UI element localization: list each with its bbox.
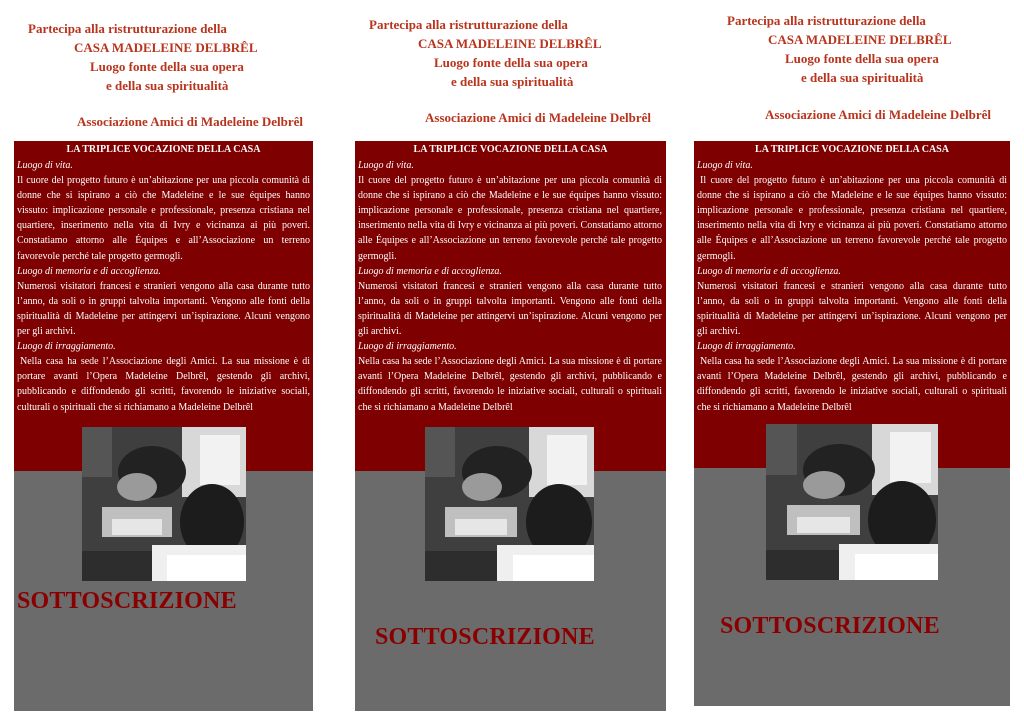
header-block	[28, 19, 258, 95]
header-line-3: Luogo fonte della sua opera	[90, 59, 244, 74]
subscription-heading: SOTTOSCRIZIONE	[720, 613, 940, 639]
section-heading: Luogo di memoria e di accoglienza.	[358, 265, 502, 277]
header-line-4: e della sua spiritualità	[801, 70, 924, 85]
subscription-heading: SOTTOSCRIZIONE	[17, 588, 237, 614]
panel-title: LA TRIPLICE VOCAZIONE DELLA CASA	[413, 144, 608, 155]
photo-madeleine	[766, 424, 938, 580]
association-name: Associazione Amici di Madeleine Delbrêl	[425, 110, 652, 125]
section-text: Nella casa ha sede l’Associazione degli Amici. La sua missione è di portare avanti l’Opera Madeleine Delbrêl, gestendo gli archivi, pubblicando e diffondendo gli scritti, favorendo le iniziative sociali, culturali o spirituali che si richiamano a Madeleine Delbrêl	[358, 356, 662, 413]
header-line-1: Partecipa alla ristrutturazione della	[28, 21, 227, 36]
section-heading: Luogo di vita.	[17, 160, 73, 171]
header-block	[727, 11, 952, 87]
panel-body	[358, 158, 662, 415]
section-text: Numerosi visitatori francesi e stranieri vengono alla casa durante tutto l’anno, da soli o in gruppi talvolta importanti. Vengono alle fonti della spiritualità di Madeleine per attingervi un’ispirazione. Alcuni vengono per gli archivi.	[358, 280, 662, 338]
photo-madeleine	[82, 427, 246, 581]
brochure-panel-3	[680, 0, 1024, 724]
header-line-3: Luogo fonte della sua opera	[434, 55, 588, 70]
header-line-1: Partecipa alla ristrutturazione della	[369, 17, 568, 32]
header-line-2: CASA MADELEINE DELBRÊL	[418, 36, 602, 51]
brochure-panel-1	[0, 0, 340, 724]
section-heading: Luogo di memoria e di accoglienza.	[17, 265, 161, 277]
header-line-2: CASA MADELEINE DELBRÊL	[768, 32, 952, 47]
section-heading: Luogo di irraggiamento.	[358, 341, 457, 353]
section-heading: Luogo di vita.	[358, 160, 414, 171]
brochure-panel-2	[340, 0, 680, 724]
vocation-panel	[355, 141, 666, 471]
section-text: Il cuore del progetto futuro è un’abitazione per una piccola comunità di donne che si ispirano a ciò che Madeleine e le sue équipes hanno vissuto: implicazione personale e professionale, presenza cristiana nel quartiere, inserimento nella vita di Ivry e vicinanza ai più poveri. Constatiamo attorno alle Équipes e all’Associazione un terreno favorevole perché tale progetto germogli.	[697, 175, 1007, 262]
subscription-heading: SOTTOSCRIZIONE	[375, 624, 595, 650]
header-block	[369, 15, 602, 91]
section-heading: Luogo di irraggiamento.	[697, 341, 796, 353]
panel-title: LA TRIPLICE VOCAZIONE DELLA CASA	[66, 144, 261, 155]
section-text: Numerosi visitatori francesi e stranieri vengono alla casa durante tutto l’anno, da soli o in gruppi talvolta importanti. Vengono alle fonti della spiritualità di Madeleine per attingervi un’ispirazione. Alcuni vengono per gli archivi.	[697, 280, 1007, 338]
panel-body	[697, 158, 1007, 415]
association-name: Associazione Amici di Madeleine Delbrêl	[77, 114, 304, 129]
section-text: Il cuore del progetto futuro è un’abitazione per una piccola comunità di donne che si ispirano a ciò che Madeleine e le sue équipes hanno vissuto: implicazione personale e professionale, presenza cristiana nel quartiere, inserimento nella vita di Ivry e vicinanza ai più poveri. Constatiamo attorno alle Équipes e all’Associazione un terreno favorevole perché tale progetto germogli.	[17, 175, 310, 262]
vocation-panel	[14, 141, 313, 471]
photo-image	[766, 424, 938, 580]
header-line-3: Luogo fonte della sua opera	[785, 51, 939, 66]
header-line-4: e della sua spiritualità	[106, 78, 229, 93]
photo-madeleine	[425, 427, 594, 581]
section-heading: Luogo di irraggiamento.	[17, 341, 116, 353]
section-text: Nella casa ha sede l’Associazione degli Amici. La sua missione è di portare avanti l’Opera Madeleine Delbrêl, gestendo gli archivi, pubblicando e diffondendo gli scritti, favorendo le iniziative sociali, culturali o spirituali che si richiamano a Madeleine Delbrêl	[697, 356, 1007, 413]
panel-body	[17, 158, 310, 415]
header-line-4: e della sua spiritualità	[451, 74, 574, 89]
photo-image	[82, 427, 246, 581]
vocation-panel	[694, 141, 1010, 468]
header-line-2: CASA MADELEINE DELBRÊL	[74, 40, 258, 55]
photo-image	[425, 427, 594, 581]
section-heading: Luogo di vita.	[697, 160, 753, 171]
panel-title: LA TRIPLICE VOCAZIONE DELLA CASA	[755, 144, 949, 155]
association-name: Associazione Amici di Madeleine Delbrêl	[765, 107, 992, 122]
header-line-1: Partecipa alla ristrutturazione della	[727, 13, 926, 28]
section-text: Numerosi visitatori francesi e stranieri vengono alla casa durante tutto l’anno, da soli o in gruppi talvolta importanti. Vengono alle fonti della spiritualità di Madeleine per attingervi un’ispirazione. Alcuni vengono per gli archivi.	[17, 280, 310, 338]
section-text: Nella casa ha sede l’Associazione degli Amici. La sua missione è di portare avanti l’Opera Madeleine Delbrêl, gestendo gli archivi, pubblicando e diffondendo gli scritti, favorendo le iniziative sociali, culturali o spirituali che si richiamano a Madeleine Delbrêl	[17, 356, 310, 413]
section-text: Il cuore del progetto futuro è un’abitazione per una piccola comunità di donne che si ispirano a ciò che Madeleine e le sue équipes hanno vissuto: implicazione personale e professionale, presenza cristiana nel quartiere, inserimento nella vita di Ivry e vicinanza ai più poveri. Constatiamo attorno alle Équipes e all’Associazione un terreno favorevole perché tale progetto germogli.	[358, 175, 662, 262]
section-heading: Luogo di memoria e di accoglienza.	[697, 265, 841, 277]
